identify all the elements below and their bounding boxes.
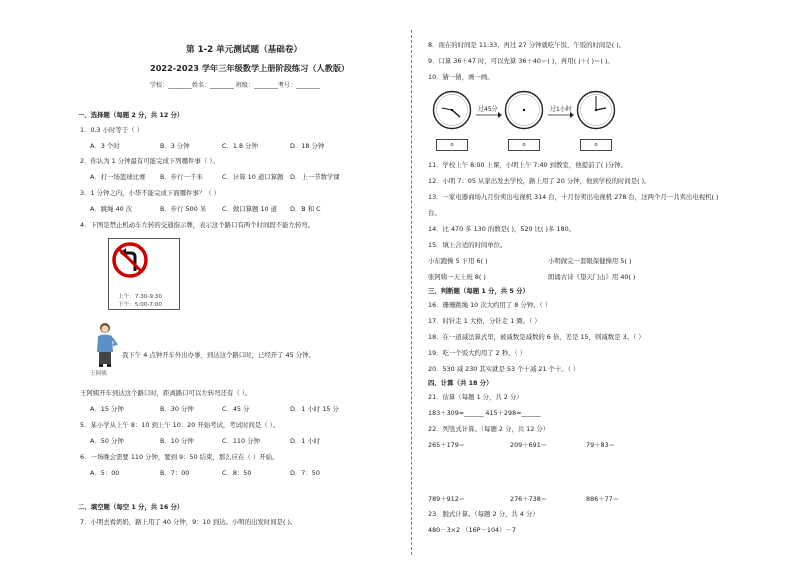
q22-expr-1: 265＋179＝ bbox=[428, 441, 466, 449]
q15-item-a: 小东跑操 5 下用 6( ) bbox=[428, 257, 488, 265]
question-14: 14．比 470 多 130 的数是( )，520 比( )多 180。 bbox=[428, 225, 576, 233]
question-8: 8．现在的时间是 11:33，再过 27 分钟就吃午饭，午饭的时间是( )。 bbox=[428, 41, 626, 49]
section-judge-heading: 三、判断题（每题 1 分，共 5 分） bbox=[428, 287, 529, 295]
question-22: 22．列竖式计算。（每题 2 分，共 12 分） bbox=[428, 425, 550, 433]
q22-expr-4: 789＋912＝ bbox=[428, 495, 466, 503]
q15-item-d: 朗诵古诗《望天门山》用 40( ) bbox=[548, 273, 636, 281]
clock-answer-box-1[interactable]: o bbox=[436, 139, 468, 151]
clock-1 bbox=[432, 90, 472, 130]
q23-items: 480－3×2 （16P－104）－7 bbox=[428, 526, 516, 534]
q22-expr-3: 79＋83＝ bbox=[586, 441, 616, 449]
question-20: 20．530 减 230 其实就是 53 个十减 21 个十。（ ） bbox=[428, 365, 580, 373]
q5-option-b: B．10 分钟 bbox=[160, 437, 194, 445]
clock-2 bbox=[504, 90, 544, 130]
page-subtitle: 2022-2023 学年三年级数学上册阶段练习（人教版） bbox=[150, 63, 350, 73]
question-11: 11．学校上午 8:00 上课，小明上午 7:40 到教室，他提前了( )分钟。 bbox=[428, 161, 627, 169]
question-18: 18．在一道减法算式里，被减数是减数的 6 倍，差是 15，则减数是 3。（ ） bbox=[428, 333, 645, 341]
clock-3 bbox=[576, 90, 616, 130]
q1-option-d: D．18 分钟 bbox=[290, 142, 325, 150]
q15-item-b: 小明做完一套眼保健操用 5( ) bbox=[548, 257, 632, 265]
right-arrow-icon bbox=[476, 112, 502, 118]
woman-label: 王阿姨 bbox=[90, 371, 107, 377]
question-13: 13．一家电器商场九月份卖出电视机 314 台，十月份卖出电视机 278 台，这两个月一共卖出电视机( ) bbox=[428, 193, 719, 201]
q5-option-a: A．50 分钟 bbox=[90, 437, 124, 445]
question-15: 15．填上合适的时间单位。 bbox=[428, 241, 507, 249]
question-9: 9．口算 36＋47 时，可以先算 36＋40＝( )，再用( )＋( )＝( )。 bbox=[428, 57, 614, 65]
q2-option-c: C．计算 10 道口算题 bbox=[222, 173, 284, 181]
q1-option-b: B．3 分钟 bbox=[160, 142, 190, 150]
q22-expr-5: 276＋738＝ bbox=[510, 495, 548, 503]
q1-option-a: A．3 个时 bbox=[90, 142, 120, 150]
q5-option-c: C．110 分钟 bbox=[222, 437, 260, 445]
q4-question: 王阿姨开车到达这个路口时，距离路口可以左转弯还有（ ）。 bbox=[80, 389, 252, 397]
section-calc-heading: 四、计算（共 18 分） bbox=[428, 379, 493, 387]
q6-option-c: C．8：50 bbox=[222, 469, 252, 477]
q22-expr-6: 886＋77＝ bbox=[586, 495, 620, 503]
woman-icon bbox=[92, 322, 118, 368]
page-title: 第 1-2 单元测试题（基础卷） bbox=[186, 45, 303, 55]
question-12: 12．小明 7：05 从家出发去学校，路上用了 20 分钟，他到学校的时间是( )。 bbox=[428, 177, 651, 185]
q6-option-a: A．5：00 bbox=[90, 469, 120, 477]
section-choice-heading: 一、选择题（每题 2 分，共 12 分） bbox=[78, 111, 184, 119]
q3-option-d: D．B 和 C bbox=[290, 205, 321, 213]
q2-option-b: B．步行一千米 bbox=[160, 173, 203, 181]
q4-description: 我下午 4 点钟开车外出办事，到达这个路口时，已经开了 45 分钟。 bbox=[122, 351, 315, 359]
q2-option-d: D．上一节数学课 bbox=[290, 173, 340, 181]
clock-arrow-label-2: 过1小时 bbox=[550, 106, 572, 113]
question-2: 2．你认为 1 分钟最有可能完成下列哪件事（ ）。 bbox=[80, 157, 219, 165]
q15-item-c: 张阿姨一天上班 8( ) bbox=[428, 273, 486, 281]
q3-option-c: C．做口算题 10 道 bbox=[222, 205, 278, 213]
column-divider bbox=[411, 30, 412, 555]
q4-option-d: D．1 小时 15 分 bbox=[290, 405, 339, 413]
student-info-fields: 学校：________姓名：________ 班级：________考号：________ bbox=[150, 82, 320, 89]
q4-option-a: A．15 分钟 bbox=[90, 405, 124, 413]
question-23: 23．脱式计算。（每题 2 分，共 4 分） bbox=[428, 510, 539, 518]
question-6: 6．一场晚会需要 110 分钟，要到 9：50 结束，那么应在（ ）开始。 bbox=[80, 453, 279, 461]
q6-option-d: D．7：50 bbox=[290, 469, 320, 477]
question-1: 1．0.3 小时等于（ ） bbox=[80, 126, 144, 134]
q5-option-d: D．1 小时 bbox=[290, 437, 321, 445]
question-17: 17．时针走 1 大格，分针走 1 圈。（ ） bbox=[428, 317, 541, 325]
question-16: 16．珊珊跳绳 10 次大约用了 8 分钟。（ ） bbox=[428, 301, 552, 309]
question-21: 21．估算（每题 1 分，共 2 分） bbox=[428, 393, 523, 401]
q3-option-b: B．步行 500 米 bbox=[160, 205, 207, 213]
question-4: 4．下图是禁止机动车左转的交通指示牌，表示这个路口有两个时间段不能左转弯。 bbox=[80, 221, 315, 229]
question-19: 19．吃一个饭大约用了 2 秒。（ ） bbox=[428, 349, 527, 357]
woman-illustration bbox=[92, 322, 118, 368]
q4-option-b: B．30 分钟 bbox=[160, 405, 194, 413]
question-13-cont: 台。 bbox=[428, 209, 441, 217]
question-7: 7．小明去看奶奶，路上用了 40 分钟，9：10 到达。小明的出发时间是( )。 bbox=[80, 518, 297, 526]
q2-option-a: A．打一场篮球比赛 bbox=[90, 173, 146, 181]
question-10: 10．猜一猜，画一画。 bbox=[428, 73, 494, 81]
section-fill-heading: 二、填空题（每空 1 分，共 16 分） bbox=[78, 503, 184, 511]
sign-time-afternoon: 下午：5:00-7:00 bbox=[118, 302, 162, 308]
clock-arrow-label-1: 过45分 bbox=[478, 106, 498, 113]
question-3: 3．1 分钟之内，小华不能完成下面哪件事？（ ） bbox=[80, 189, 221, 197]
q22-expr-2: 209＋691＝ bbox=[510, 441, 548, 449]
q4-option-c: C．45 分 bbox=[222, 405, 250, 413]
clock-answer-box-2[interactable]: o bbox=[508, 139, 540, 151]
q3-option-a: A．跳绳 40 次 bbox=[90, 205, 133, 213]
q6-option-b: B．7：00 bbox=[160, 469, 190, 477]
question-5: 5．某小学从上午 8：10 到上午 10：20 开始考试，考试时间是（ ）。 bbox=[80, 421, 280, 429]
q21-items: 183＋309≈______ 415＋298≈______ bbox=[428, 409, 541, 417]
q1-option-c: C．1.8 分钟 bbox=[222, 142, 258, 150]
clock-answer-box-3[interactable]: o bbox=[580, 139, 612, 151]
right-arrow-icon bbox=[548, 112, 574, 118]
sign-time-morning: 上午：7:30-9:30 bbox=[118, 294, 162, 300]
